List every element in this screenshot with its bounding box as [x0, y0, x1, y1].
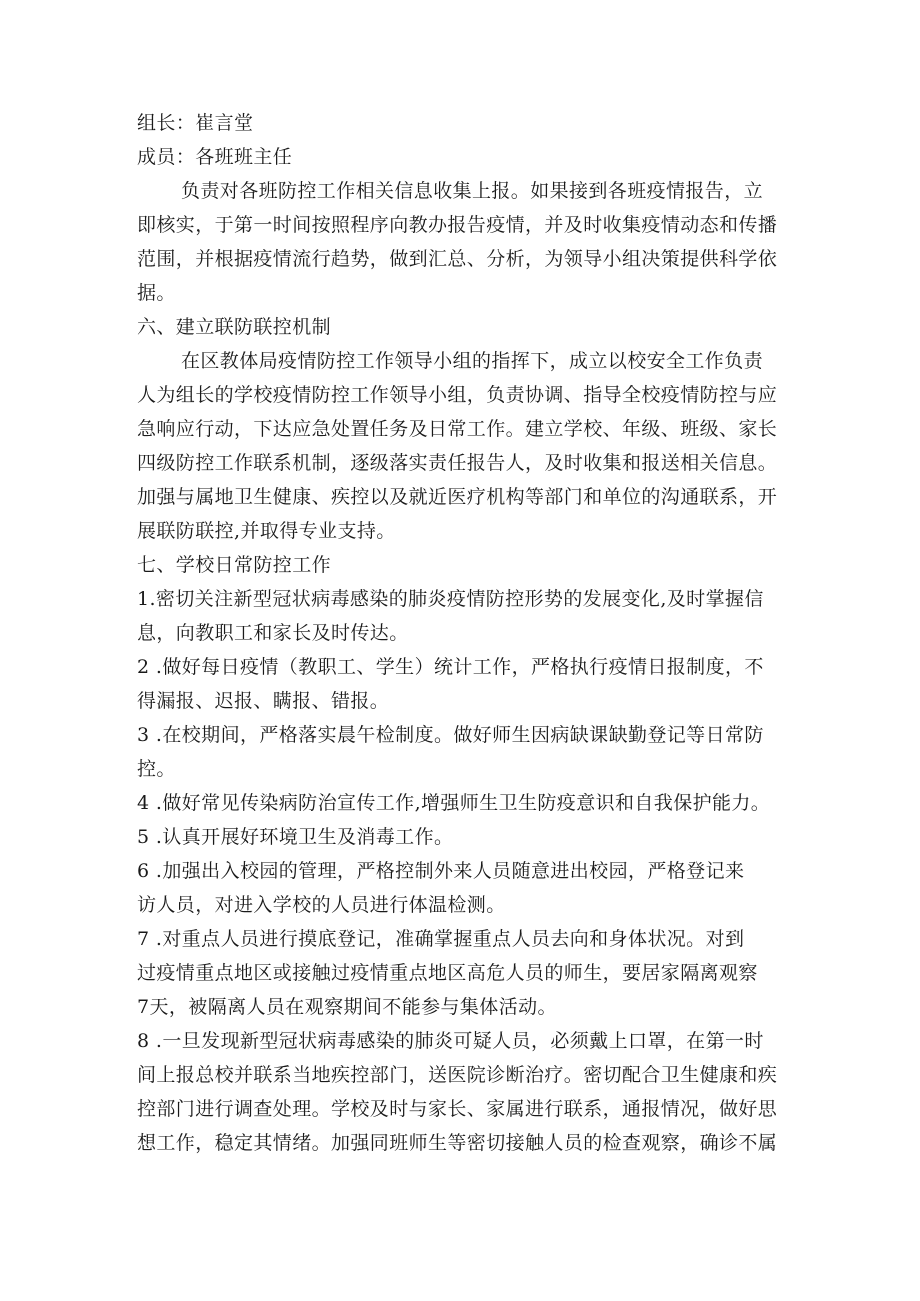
text-line: 得漏报、迟报、瞒报、错报。	[137, 690, 390, 712]
text-line: 六、建立联防联控机制	[137, 316, 332, 338]
text-line: 7天，被隔离人员在观察期间不能参与集体活动。	[137, 996, 557, 1018]
text-line: 人为组长的学校疫情防控工作领导小组，负责协调、指导全校疫情防控与应	[137, 384, 778, 406]
text-line: 四级防控工作联系机制，逐级落实责任报告人，及时收集和报送相关信息。	[137, 452, 778, 474]
text-line: 4 .做好常见传染病防治宣传工作,增强师生卫生防疫意识和自我保护能力。	[137, 792, 771, 814]
text-line: 2 .做好每日疫情（教职工、学生）统计工作，严格执行疫情日报制度，不	[137, 656, 764, 678]
text-line: 6 .加强出入校园的管理，严格控制外来人员随意进出校园，严格登记来	[137, 860, 745, 882]
text-line: 急响应行动，下达应急处置任务及日常工作。建立学校、年级、班级、家长	[137, 418, 778, 440]
text-line: 在区教体局疫情防控工作领导小组的指挥下，成立以校安全工作负责	[181, 350, 764, 372]
text-line: 组长：崔言堂	[137, 112, 254, 134]
text-line: 即核实，于第一时间按照程序向教办报告疫情，并及时收集疫情动态和传播	[137, 214, 778, 236]
text-line: 息，向教职工和家长及时传达。	[137, 622, 409, 644]
text-line: 间上报总校并联系当地疾控部门，送医院诊断治疗。密切配合卫生健康和疾	[137, 1064, 778, 1086]
text-line: 过疫情重点地区或接触过疫情重点地区高危人员的师生，要居家隔离观察	[137, 962, 758, 984]
text-line: 5 .认真开展好环境卫生及消毒工作。	[137, 826, 454, 848]
text-line: 3 .在校期间，严格落实晨午检制度。做好师生因病缺课缺勤登记等日常防	[137, 724, 764, 746]
text-line: 1.密切关注新型冠状病毒感染的肺炎疫情防控形势的发展变化,及时掌握信	[137, 588, 764, 610]
text-line: 7 .对重点人员进行摸底登记，准确掌握重点人员去向和身体状况。对到	[137, 928, 745, 950]
text-line: 想工作，稳定其情绪。加强同班师生等密切接触人员的检查观察，确诊不属	[137, 1132, 778, 1154]
text-line: 控部门进行调查处理。学校及时与家长、家属进行联系，通报情况，做好思	[137, 1098, 778, 1120]
text-line: 访人员，对进入学校的人员进行体温检测。	[137, 894, 506, 916]
text-line: 展联防联控,并取得专业支持。	[137, 520, 396, 542]
text-line: 加强与属地卫生健康、疾控以及就近医疗机构等部门和单位的沟通联系，开	[137, 486, 778, 508]
text-line: 控。	[137, 758, 176, 780]
text-line: 据。	[137, 282, 176, 304]
document-body	[137, 106, 797, 1160]
text-line: 8 .一旦发现新型冠状病毒感染的肺炎可疑人员，必须戴上口罩，在第一时	[137, 1030, 764, 1052]
text-line: 七、学校日常防控工作	[137, 554, 332, 576]
text-line: 成员：各班班主任	[137, 146, 293, 168]
text-line: 范围，并根据疫情流行趋势，做到汇总、分析，为领导小组决策提供科学依	[137, 248, 778, 270]
text-line: 负责对各班防控工作相关信息收集上报。如果接到各班疫情报告，立	[181, 180, 764, 202]
